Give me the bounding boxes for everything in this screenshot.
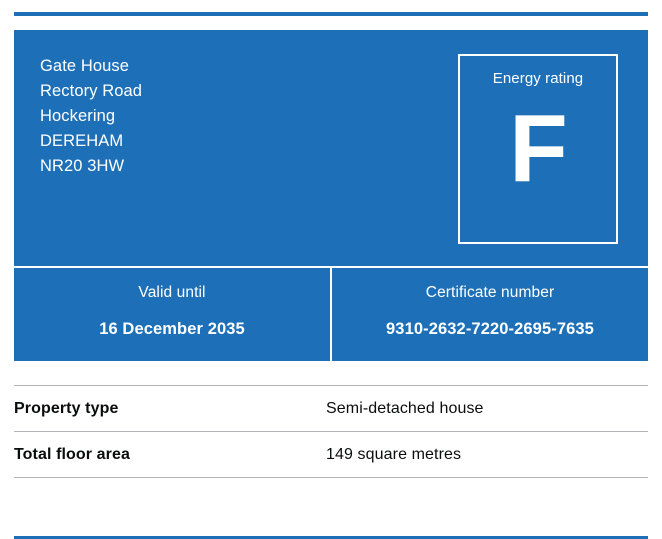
valid-until-value: 16 December 2035 [99,320,245,338]
certificate-number-cell [330,268,648,361]
detail-row [14,385,648,432]
certificate-panel-bottom [14,266,648,361]
address-line-3: Hockering [40,107,116,125]
energy-rating-label: Energy rating [492,70,584,87]
address-line-2: Rectory Road [40,82,143,100]
property-address [40,54,142,179]
detail-value-total-floor-area: 149 square metres [326,445,462,463]
address-line-4: DEREHAM [40,132,124,150]
valid-until-label: Valid until [138,284,206,301]
detail-key-property-type: Property type [14,399,119,417]
detail-row [14,432,648,478]
top-divider [14,12,648,16]
property-details-list [14,385,648,478]
certificate-number-value: 9310-2632-7220-2695-7635 [386,320,594,338]
certificate-panel [14,30,648,361]
epc-certificate-summary [0,12,662,527]
address-line-1: Gate House [40,57,130,75]
energy-rating-box [458,54,618,244]
address-postcode: NR20 3HW [40,157,125,175]
detail-key-total-floor-area: Total floor area [14,445,130,463]
certificate-panel-top [14,30,648,266]
certificate-number-label: Certificate number [425,284,555,301]
valid-until-cell [14,268,330,361]
energy-rating-letter: F [509,95,567,202]
detail-value-property-type: Semi-detached house [326,399,484,417]
